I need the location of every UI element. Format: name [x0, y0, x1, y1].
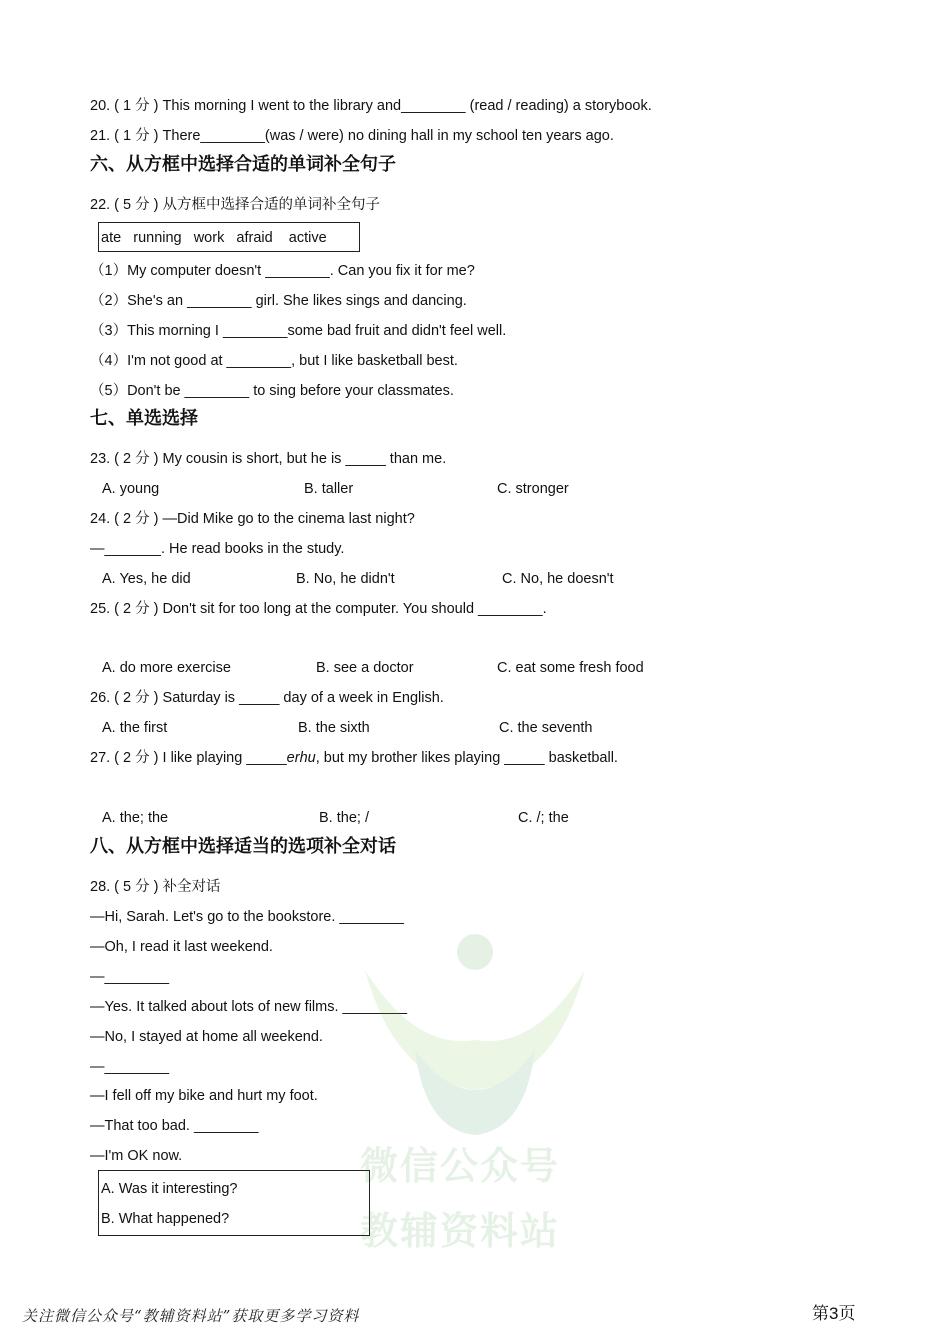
q22-item-2: （2）She's an ________ girl. She likes sings and dancing.	[90, 293, 467, 309]
dialogue-line-2: —Oh, I read it last weekend.	[90, 939, 273, 955]
q25-option-b: B. see a doctor	[316, 660, 414, 676]
q27-italic-word: erhu	[286, 750, 316, 766]
question-20: 20. ( 1 分 ) This morning I went to the library and________ (read / reading) a storybook.	[90, 98, 652, 114]
choice-b: B. What happened?	[101, 1211, 230, 1227]
question-27	[90, 748, 618, 768]
answer-choice-box	[98, 1170, 370, 1236]
question-23: 23. ( 2 分 ) My cousin is short, but he is _____ than me.	[90, 451, 447, 467]
section-8-heading: 八、从方框中选择适当的选项补全对话	[90, 836, 396, 857]
q27-text-end: , but my brother likes playing _____ basketball.	[315, 750, 618, 766]
section-7-heading: 七、单选选择	[90, 408, 198, 429]
word-box: ate running work afraid active	[98, 222, 360, 252]
q25-option-c: C. eat some fresh food	[497, 660, 644, 676]
watermark-text-1: 微信公众号	[360, 1144, 561, 1188]
q27-text-start: 27. ( 2 分 ) I like playing _____	[90, 750, 287, 766]
dialogue-line-7: —I fell off my bike and hurt my foot.	[90, 1088, 318, 1104]
dialogue-line-3: —________	[90, 969, 170, 985]
question-24: 24. ( 2 分 ) —Did Mike go to the cinema last night?	[90, 511, 415, 527]
watermark-logo-icon	[355, 930, 595, 1140]
question-26: 26. ( 2 分 ) Saturday is _____ day of a week in English.	[90, 690, 444, 706]
question-25: 25. ( 2 分 ) Don't sit for too long at the computer. You should ________.	[90, 601, 547, 617]
question-28: 28. ( 5 分 ) 补全对话	[90, 879, 221, 895]
q27-option-a: A. the; the	[102, 810, 169, 826]
dialogue-line-9: —I'm OK now.	[90, 1148, 183, 1164]
q23-option-c: C. stronger	[497, 481, 569, 497]
q24-option-a: A. Yes, he did	[102, 571, 191, 587]
watermark	[355, 930, 595, 1253]
q27-option-b: B. the; /	[319, 810, 369, 826]
dialogue-line-6: —________	[90, 1059, 170, 1075]
q22-item-5: （5）Don't be ________ to sing before your classmates.	[90, 383, 454, 399]
q25-option-a: A. do more exercise	[102, 660, 231, 676]
q23-option-b: B. taller	[304, 481, 354, 497]
q24-line-2: —_______. He read books in the study.	[90, 541, 345, 557]
q24-option-c: C. No, he doesn't	[502, 571, 614, 587]
watermark-text-2: 教辅资料站	[360, 1209, 561, 1253]
choice-a: A. Was it interesting?	[101, 1181, 238, 1197]
dialogue-line-5: —No, I stayed at home all weekend.	[90, 1029, 323, 1045]
q23-option-a: A. young	[102, 481, 160, 497]
section-6-heading: 六、从方框中选择合适的单词补全句子	[90, 154, 396, 175]
q22-item-4: （4）I'm not good at ________, but I like basketball best.	[90, 353, 458, 369]
dialogue-line-4: —Yes. It talked about lots of new films. ________	[90, 999, 408, 1015]
dialogue-line-1: —Hi, Sarah. Let's go to the bookstore. ________	[90, 909, 404, 925]
q24-option-b: B. No, he didn't	[296, 571, 395, 587]
q22-item-1: （1）My computer doesn't ________. Can you fix it for me?	[90, 263, 475, 279]
q22-item-3: （3）This morning I ________some bad fruit and didn't feel well.	[90, 323, 507, 339]
question-21: 21. ( 1 分 ) There________(was / were) no dining hall in my school ten years ago.	[90, 128, 614, 144]
page-number: 第3页	[812, 1304, 856, 1323]
dialogue-line-8: —That too bad. ________	[90, 1118, 259, 1134]
q26-option-a: A. the first	[102, 720, 168, 736]
footer-note: 关注微信公众号“教辅资料站”获取更多学习资料	[22, 1307, 360, 1325]
q26-option-c: C. the seventh	[499, 720, 593, 736]
q27-option-c: C. /; the	[518, 810, 569, 826]
q26-option-b: B. the sixth	[298, 720, 370, 736]
question-22: 22. ( 5 分 ) 从方框中选择合适的单词补全句子	[90, 197, 381, 213]
